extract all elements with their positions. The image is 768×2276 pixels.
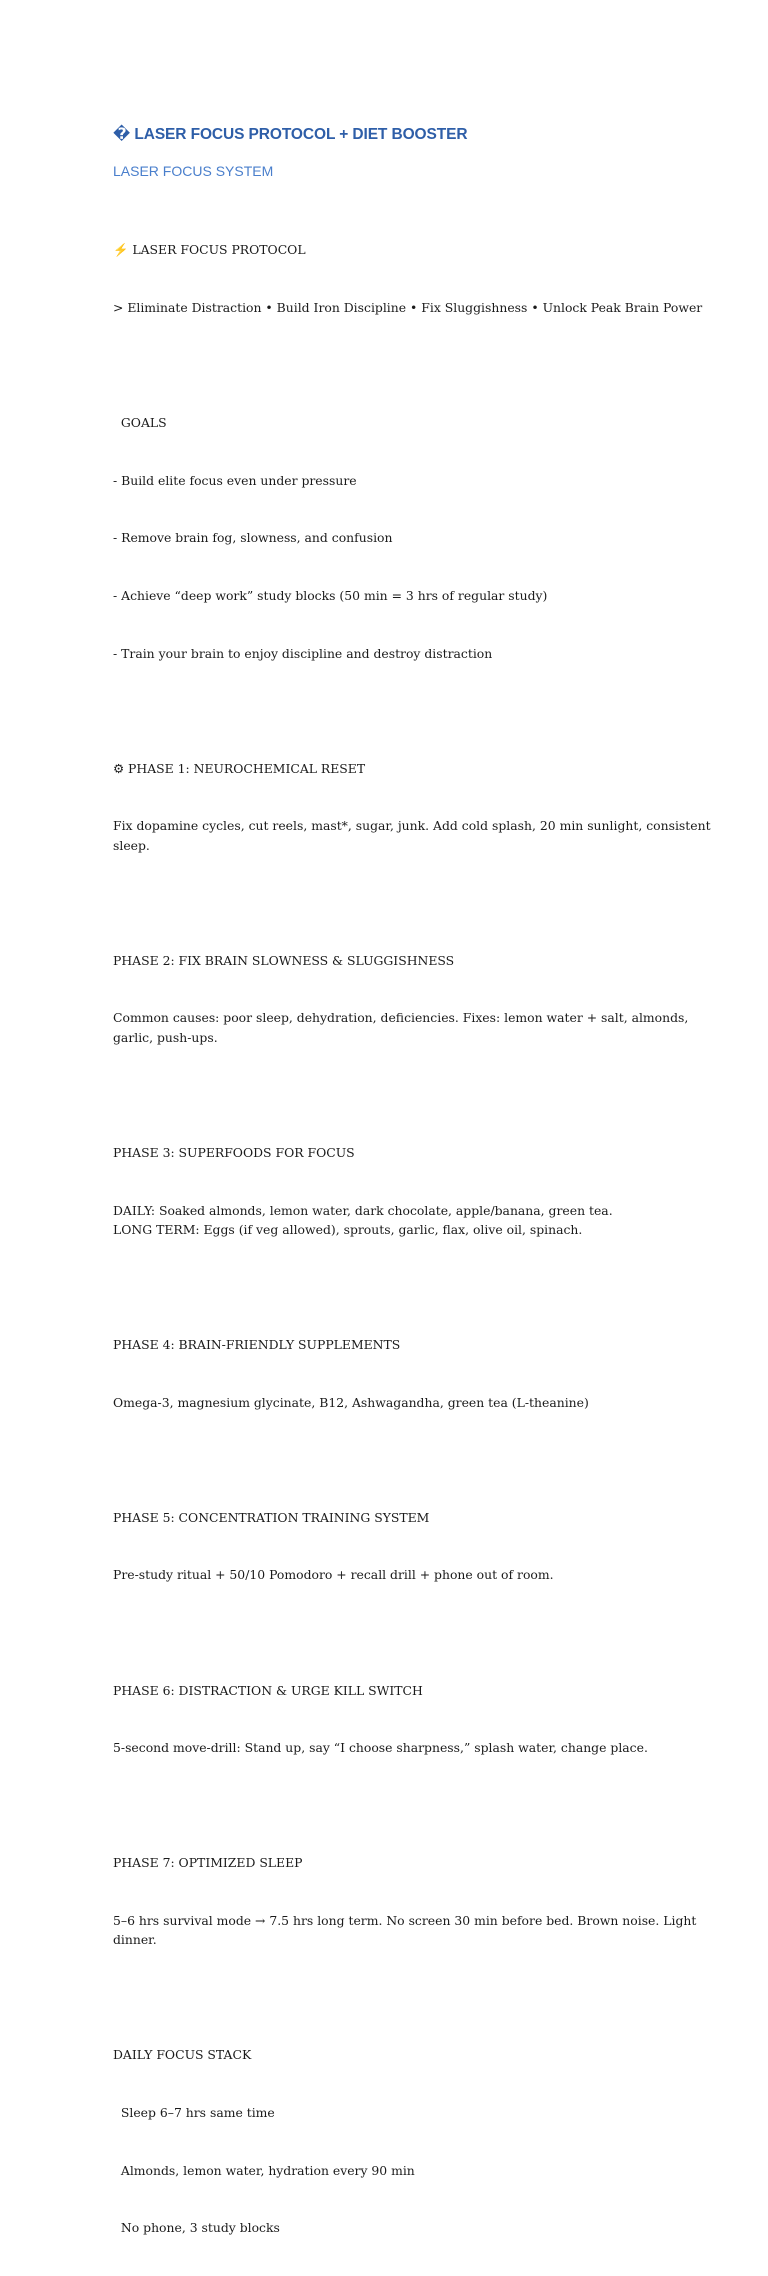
phase-6-text: 5-second move-drill: Stand up, say “I choose sharpness,” splash water, change place. (113, 1740, 648, 1756)
intro-heading: ⚡ LASER FOCUS PROTOCOL (113, 242, 306, 258)
phase-5-block (113, 1469, 713, 1623)
phase-5-heading: PHASE 5: CONCENTRATION TRAINING SYSTEM (113, 1509, 430, 1525)
goals-heading: GOALS (113, 415, 167, 431)
spacer (113, 701, 713, 720)
goal-item: - Train your brain to enjoy discipline and destroy distraction (113, 645, 493, 661)
phase-3-text: DAILY: Soaked almonds, lemon water, dark chocolate, apple/banana, green tea. LONG TERM: Eggs (if veg allowed), sprouts, garlic, flax, olive oil, spinach. (113, 1202, 613, 1237)
document-title: � LASER FOCUS PROTOCOL + DIET BOOSTER (113, 126, 468, 143)
intro-tagline: > Eliminate Distraction • Build Iron Discipline • Fix Sluggishness • Unlock Peak Brain Power (113, 300, 703, 316)
document-content (113, 124, 713, 2276)
spacer (113, 1988, 713, 2007)
phase-2-block (113, 912, 713, 1085)
phase-4-heading: PHASE 4: BRAIN-FRIENDLY SUPPLEMENTS (113, 1336, 401, 1352)
intro-block (113, 202, 713, 356)
phase-3-heading: PHASE 3: SUPERFOODS FOR FOCUS (113, 1144, 355, 1160)
goals-block (113, 375, 713, 701)
phase-7-heading: PHASE 7: OPTIMIZED SLEEP (113, 1855, 303, 1871)
phase-7-block (113, 1815, 713, 1988)
phase-1-block (113, 720, 713, 893)
phase-5-text: Pre-study ritual + 50/10 Pomodoro + recall drill + phone out of room. (113, 1567, 554, 1583)
phase-6-block (113, 1642, 713, 1796)
goal-item: - Achieve “deep work” study blocks (50 min = 3 hrs of regular study) (113, 588, 548, 604)
spacer (113, 893, 713, 912)
spacer (113, 1796, 713, 1815)
phase-2-heading: PHASE 2: FIX BRAIN SLOWNESS & SLUGGISHNESS (113, 952, 455, 968)
spacer (113, 1623, 713, 1642)
phase-3-block (113, 1104, 713, 1277)
phase-1-heading: ⚙ PHASE 1: NEUROCHEMICAL RESET (113, 760, 366, 776)
phase-7-text: 5–6 hrs survival mode → 7.5 hrs long term. No screen 30 min before bed. Brown noise. Light dinner. (113, 1912, 701, 1948)
phase-1-text: Fix dopamine cycles, cut reels, mast*, sugar, junk. Add cold splash, 20 min sunlight, consistent sleep. (113, 818, 715, 853)
phase-2-text: Common causes: poor sleep, dehydration, deficiencies. Fixes: lemon water + salt, almonds, garlic, push-ups. (113, 1010, 693, 1045)
document-subtitle: LASER FOCUS SYSTEM (113, 163, 274, 179)
goal-item: - Build elite focus even under pressure (113, 472, 357, 488)
phase-4-block (113, 1297, 713, 1451)
daily-stack-item: Almonds, lemon water, hydration every 90 min (113, 2162, 415, 2178)
spacer (113, 1450, 713, 1469)
daily-stack-block (113, 2007, 713, 2276)
spacer (113, 1085, 713, 1104)
phase-4-text: Omega-3, magnesium glycinate, B12, Ashwagandha, green tea (L-theanine) (113, 1394, 589, 1410)
daily-stack-item: No phone, 3 study blocks (113, 2220, 280, 2236)
goal-item: - Remove brain fog, slowness, and confusion (113, 530, 393, 546)
spacer (113, 356, 713, 375)
spacer (113, 1277, 713, 1296)
daily-stack-item: Sleep 6–7 hrs same time (113, 2104, 275, 2120)
phase-6-heading: PHASE 6: DISTRACTION & URGE KILL SWITCH (113, 1682, 423, 1698)
daily-stack-heading: DAILY FOCUS STACK (113, 2047, 252, 2063)
